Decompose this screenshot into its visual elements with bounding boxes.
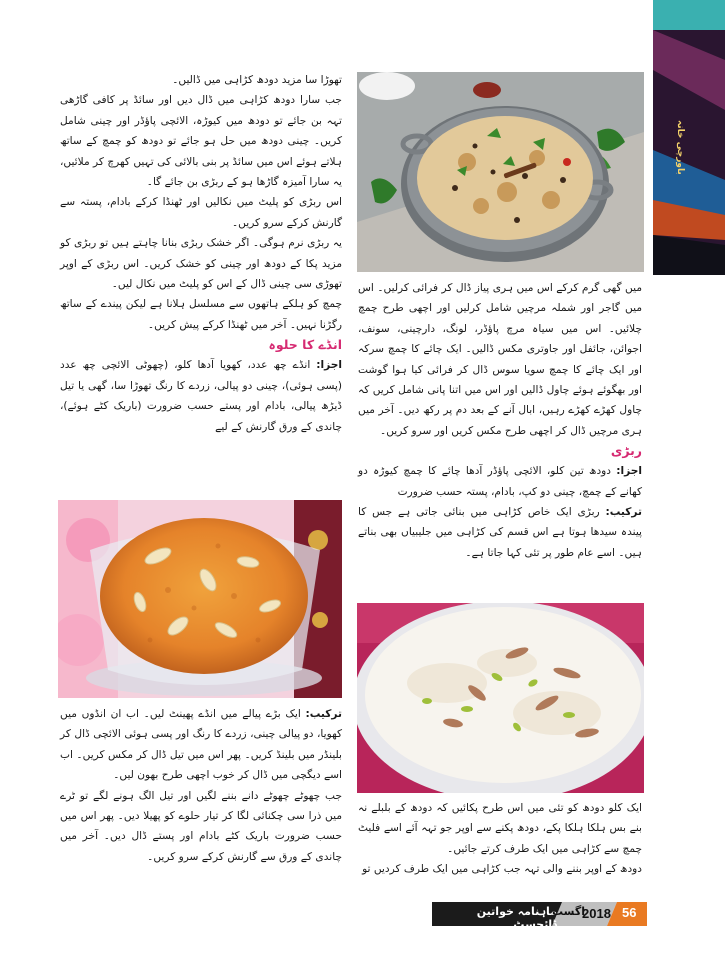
recipe-heading-rabri: ربڑی (610, 443, 642, 459)
paragraph: چمچ کو ہلکے ہاتھوں سے مسلسل ہلانا ہے لیکن پیندے کے ساتھ رگڑنا نہیں۔ آخر میں ٹھنڈا کرکے پیش کریں۔ (60, 298, 342, 331)
recipe-heading-egg-halwa: انڈے کا حلوہ (268, 337, 342, 353)
ingredients-label: اجزا: (616, 465, 642, 478)
section-tag: باورچی خانہ (675, 120, 685, 175)
method-paragraph (60, 704, 342, 786)
ingredients-text: دودھ تین کلو، الائچی پاؤڈر آدھا چائے کا چمچ کیوڑہ دو کھانے کے چمچ، چینی دو کپ، بادام، پستہ حسب ضرورت (358, 465, 642, 498)
paragraph: میں گھی گرم کرکے اس میں ہری پیاز ڈال کر فرائی کرلیں۔ اس میں گاجر اور شملہ مرچیں شامل کرلیں اور اچھی طرح چمچ چلائیں۔ اس میں سیاہ مرچ پاؤڈر، لونگ، دارچینی، سونف، اجوائن، جائفل اور جاوتری مکس ڈالیں۔ ایک چائے کا چمچ سرکہ اور ایک چائے کا چمچ سویا سوس ڈال کر فرائی کیا ہوا گوشت اور بھگوئے ہوئے چاول ڈالیں اور اس میں اتنا پانی شامل کریں کہ چاول کھڑے کھڑے رہیں، ابال آنے کے بعد دم پر رکھ دیں۔ آخر میں ہری مرچیں ڈال کر اچھی طرح مکس کریں اور سرو کریں۔ (358, 282, 642, 437)
page-number: 56 (622, 905, 637, 920)
right-column-bottom-text (358, 798, 642, 880)
method-paragraph: جب چھوٹے چھوٹے دانے بننے لگیں اور تیل الگ ہونے لگے تو ٹرے میں ذرا سی چکنائی لگا کر تیار حلوے کو پھیلا دیں۔ پھر اس میں حسب ضرورت باریک کٹے بادام اور پستے ڈال دیں۔ آخر میں چاندی کے ورق سے گارنش کرکے سرو کریں۔ (60, 789, 342, 863)
right-column-text (358, 278, 642, 563)
paragraph: یہ ربڑی نرم ہوگی۔ اگر خشک ربڑی بنانا چاہتے ہیں تو ربڑی کو مزید پکا کے دودھ اور چینی کو خشک کریں۔ اس ربڑی کے اوپر تھوڑی سی چینی ڈال کے اس کو پلیٹ میں نکال لیں۔ (60, 237, 342, 291)
ingredients-text: انڈے چھ عدد، کھویا آدھا کلو، (چھوٹی الائچی چھ عدد (پسی ہوئی)، چینی دو پیالی، زردے کا رنگ تھوڑا سا، گھی یا تیل ڈیڑھ پیالی، بادام اور پستے حسب ضرورت (باریک کٹے ہوئے)، چاندی کے ورق گارنش کے لیے (60, 359, 342, 433)
left-column-text (60, 70, 342, 437)
egg-halwa-photo (58, 500, 342, 698)
ingredients-paragraph (60, 355, 342, 437)
paragraph: جب سارا دودھ کڑاہی میں ڈال دیں اور سائڈ پر کافی گاڑھی تہہ بن جائے تو دودھ میں کیوڑہ، الائچی پاؤڈر اور چینی شامل کریں۔ چینی دودھ میں حل ہو جائے تو دودھ کو چمچ کے ساتھ ہلاتے ہوئے اس میں سائڈ پر بنی بالائی کی تہیں کھرچ کر ملائیں، یہ سارا آمیزہ گاڑھا ہو کے ربڑی بن جائے گا۔ (60, 94, 342, 189)
method-label: ترکیب: (605, 506, 642, 519)
magazine-name: ماہنامہ خواتین ڈائجسٹ (476, 905, 557, 931)
method-label: ترکیب: (305, 708, 342, 720)
paragraph: دودھ کے اوپر بننے والی تہہ جب کڑاہی میں ایک طرف کردیں تو (362, 863, 642, 876)
paragraph: ایک کلو دودھ کو تئی میں اس طرح پکائیں کہ دودھ کے بلبلے نہ بنے بس ہلکا ہلکا پکے، دودھ پکنے سے اوپر جو تہہ آئے اسے فلیٹ چمچ سے کڑاہی میں ایک طرف کرتے جائیں۔ (358, 802, 642, 855)
page-footer (432, 902, 647, 931)
side-decorative-panel (653, 0, 725, 275)
left-column-method (60, 704, 342, 867)
rabri-photo (357, 603, 644, 793)
ingredients-paragraph (358, 461, 642, 502)
method-text: ایک بڑے پیالے میں انڈے پھینٹ لیں۔ اب ان انڈوں میں کھویا، دو پیالی چینی، زردے کا رنگ اور پسی ہوئی الائچی ڈال کر بلینڈر میں بلینڈ کریں۔ پھر اس میں تیل ڈال کر مکس کریں۔ اب اسے دیگچی میں ڈال کر خوب اچھی طرح بھون لیں۔ (60, 708, 342, 782)
issue-year: 2018 (582, 906, 611, 921)
biryani-photo (357, 72, 644, 272)
method-text: ربڑی ایک خاص کڑاہی میں بنائی جاتی ہے جس کا پیندہ سیدھا ہوتا ہے اس قسم کی کڑاہی میں جلیبیاں بھی بناتے ہیں۔ اسے عام طور پر تئی کہا جاتا ہے۔ (358, 506, 642, 559)
paragraph: اس ربڑی کو پلیٹ میں نکالیں اور ٹھنڈا کرکے بادام، پستہ سے گارنش کرکے سرو کریں۔ (60, 196, 342, 229)
method-paragraph (358, 502, 642, 563)
paragraph: تھوڑا سا مزید دودھ کڑاہی میں ڈالیں۔ (172, 74, 342, 86)
ingredients-label: اجزا: (316, 359, 342, 372)
issue-month: اگست (551, 905, 585, 918)
